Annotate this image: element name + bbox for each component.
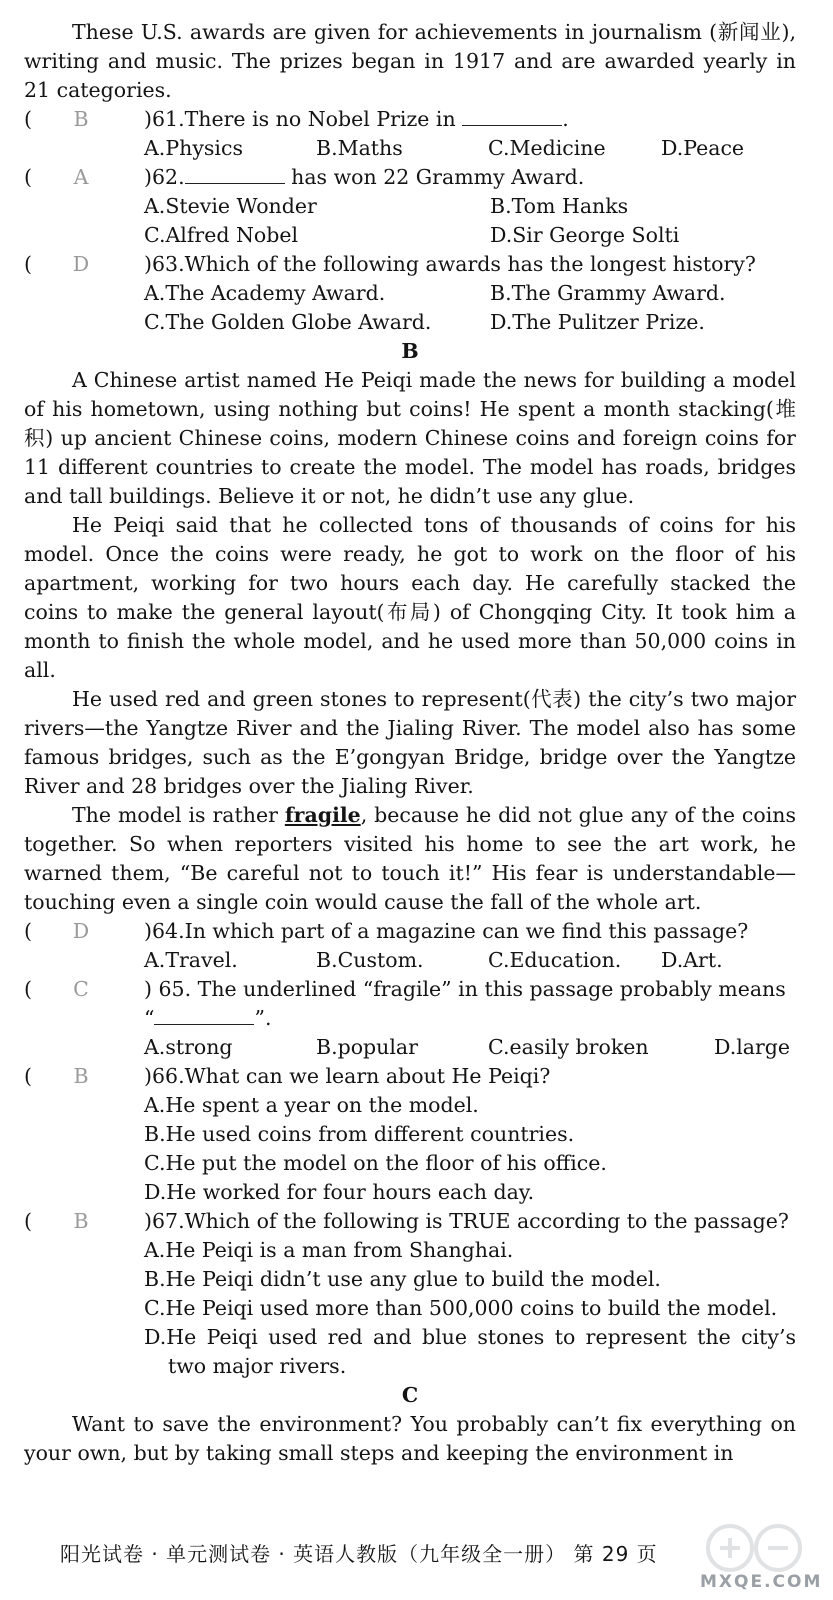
option-d: D.The Pulitzer Prize.	[490, 310, 705, 334]
option-a: A.strong	[144, 1035, 233, 1059]
option-d: D.He Peiqi used red and blue stones to represent the city’s two major rivers.	[144, 1325, 796, 1378]
passage-c-paragraph-1: Want to save the environment? You probably can’t fix everything on your own, but by taking small steps and keeping the environment in	[24, 1412, 796, 1465]
question-62	[24, 163, 796, 192]
option-c: C.Alfred Nobel	[144, 223, 299, 247]
question-number: )64.	[144, 919, 185, 943]
option-d: D.Peace	[661, 136, 745, 160]
option-c: C.He put the model on the floor of his office.	[144, 1151, 607, 1175]
answer-67: B	[73, 1209, 89, 1233]
answer-blank	[185, 165, 285, 184]
question-stem: There is no Nobel Prize in	[184, 107, 456, 131]
answer-63: D	[72, 252, 90, 276]
options-66	[24, 1091, 796, 1207]
question-number: )63.	[144, 252, 185, 276]
paren: (	[24, 1209, 32, 1233]
answer-blank	[462, 107, 562, 126]
options-61	[24, 134, 796, 163]
page-footer: 阳光试卷 · 单元测试卷 · 英语人教版（九年级全一册） 第 29 页	[60, 1542, 658, 1566]
options-63	[24, 279, 796, 337]
question-suffix: has won 22 Grammy Award.	[284, 165, 585, 189]
worksheet-page	[24, 18, 796, 1468]
paragraph-text: The model is rather	[72, 803, 285, 827]
options-67	[24, 1236, 796, 1381]
options-62	[24, 192, 796, 250]
answer-65: C	[73, 977, 89, 1001]
question-stem: What can we learn about He Peiqi?	[184, 1064, 551, 1088]
paragraph-text: , because he did not glue any of the coins together. So when reporters visited his home to see the art work, he warned them, “Be careful not to touch it!” His fear is understandable—touching even a single coin would cause the fall of the whole art.	[24, 803, 796, 914]
intro-paragraph: These U.S. awards are given for achievements in journalism (新闻业), writing and music. The prizes began in 1917 and are awarded yearly in 21 categories.	[24, 20, 796, 102]
option-a: A.Physics	[144, 136, 243, 160]
option-b: B.popular	[316, 1035, 418, 1059]
question-number: )67.	[144, 1209, 185, 1233]
question-64	[24, 917, 796, 946]
option-d: D.He worked for four hours each day.	[144, 1180, 535, 1204]
answer-61: B	[73, 107, 89, 131]
quote-open: “	[144, 1006, 155, 1030]
paren: (	[24, 165, 32, 189]
option-a: A.He spent a year on the model.	[144, 1093, 479, 1117]
underlined-word-fragile: fragile	[284, 803, 361, 827]
watermark-text: MXQE.COM	[700, 1572, 823, 1592]
question-63	[24, 250, 796, 279]
option-b: B.He used coins from different countries.	[144, 1122, 575, 1146]
question-stem: The underlined “fragile” in this passage probably means	[197, 977, 786, 1001]
question-66	[24, 1062, 796, 1091]
passage-b-paragraph-2: He Peiqi said that he collected tons of thousands of coins for his model. Once the coins were ready, he got to work on the floor of his apartment, working for two hours each day. He carefully stacked the coins to make the general layout(布局) of Chongqing City. It took him a month to finish the whole model, and he used more than 50,000 coins in all.	[24, 513, 796, 682]
passage-b-paragraph-3: He used red and green stones to represent(代表) the city’s two major rivers—the Yangtze River and the Jialing River. The model also has some famous bridges, such as the E’gongyan Bridge, bridge over the Yangtze River and 28 bridges over the Jialing River.	[24, 687, 796, 798]
options-64	[24, 946, 796, 975]
options-65	[24, 1033, 796, 1062]
quote-blank-65	[24, 1004, 796, 1033]
option-c: C.The Golden Globe Award.	[144, 310, 432, 334]
answer-blank	[154, 1006, 254, 1025]
option-d: D.large	[714, 1035, 791, 1059]
option-a: A.Travel.	[144, 948, 238, 972]
question-stem: Which of the following is TRUE according to the passage?	[184, 1209, 789, 1233]
option-b: B.He Peiqi didn’t use any glue to build the model.	[144, 1267, 661, 1291]
paren: (	[24, 252, 32, 276]
paren: (	[24, 977, 32, 1001]
option-a: A.Stevie Wonder	[144, 194, 317, 218]
question-67	[24, 1207, 796, 1236]
paren: (	[24, 919, 32, 943]
question-number: )66.	[144, 1064, 185, 1088]
answer-66: B	[73, 1064, 89, 1088]
option-a: A.He Peiqi is a man from Shanghai.	[144, 1238, 514, 1262]
passage-b-paragraph-1: A Chinese artist named He Peiqi made the news for building a model of his hometown, using nothing but coins! He spent a month stacking(堆积) up ancient Chinese coins, modern Chinese coins and foreign coins for 11 different countries to create the model. The model has roads, bridges and tall buildings. Believe it or not, he didn’t use any glue.	[24, 368, 796, 508]
question-number: )62.	[144, 165, 185, 189]
passage-b-paragraph-4	[24, 801, 796, 917]
option-d: D.Sir George Solti	[490, 223, 680, 247]
question-stem: Which of the following awards has the longest history?	[184, 252, 756, 276]
answer-64: D	[72, 919, 90, 943]
option-c: C.easily broken	[488, 1035, 649, 1059]
paren: (	[24, 1064, 32, 1088]
section-c-title: C	[401, 1383, 419, 1407]
question-suffix: .	[562, 107, 569, 131]
option-d: D.Art.	[661, 948, 723, 972]
option-a: A.The Academy Award.	[144, 281, 386, 305]
paren: (	[24, 107, 32, 131]
question-number: ) 65.	[144, 977, 192, 1001]
option-c: C.Education.	[488, 948, 622, 972]
option-b: B.Tom Hanks	[490, 194, 629, 218]
option-b: B.Custom.	[316, 948, 424, 972]
question-stem: In which part of a magazine can we find this passage?	[184, 919, 749, 943]
option-c: C.He Peiqi used more than 500,000 coins to build the model.	[144, 1296, 778, 1320]
question-61	[24, 105, 796, 134]
option-c: C.Medicine	[488, 136, 606, 160]
quote-close: ”.	[254, 1006, 272, 1030]
answer-62: A	[73, 165, 89, 189]
option-b: B.Maths	[316, 136, 403, 160]
question-number: )61.	[144, 107, 185, 131]
section-b-title: B	[401, 339, 419, 363]
question-65	[24, 975, 796, 1004]
option-b: B.The Grammy Award.	[490, 281, 726, 305]
